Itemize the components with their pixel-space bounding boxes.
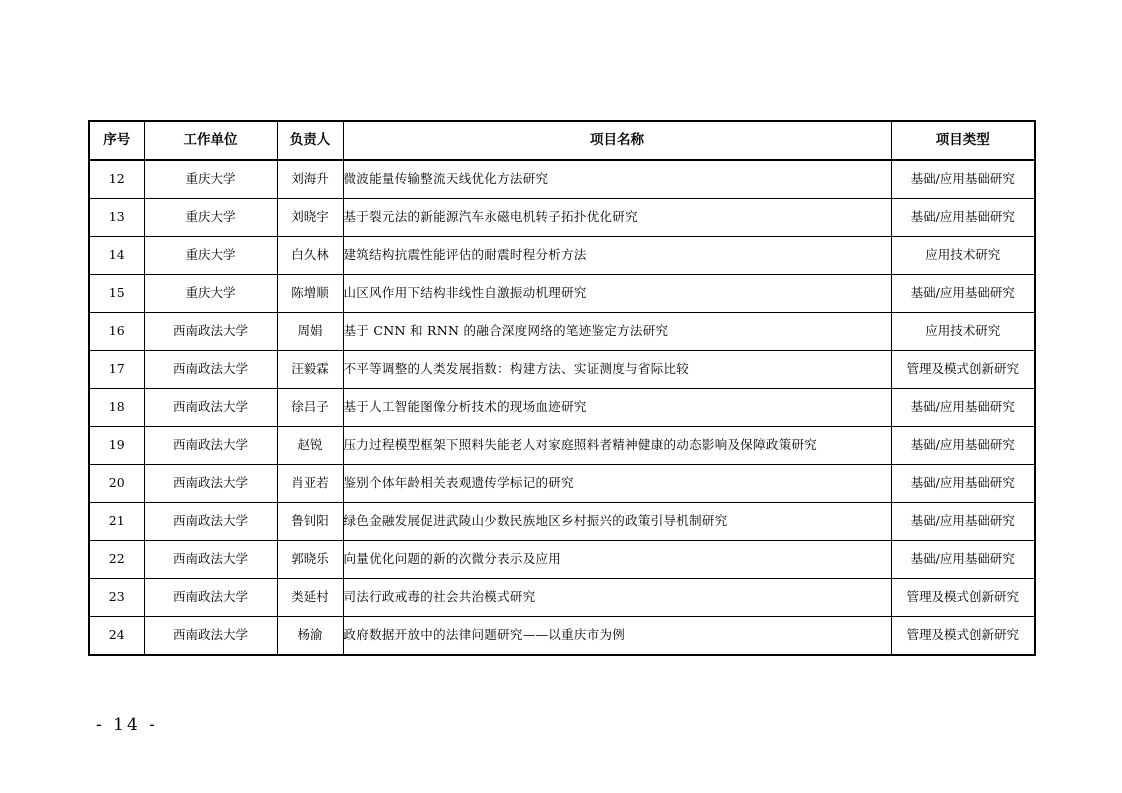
cell-project-name: 建筑结构抗震性能评估的耐震时程分析方法 bbox=[343, 237, 891, 275]
cell-project-name: 基于裂元法的新能源汽车永磁电机转子拓扑优化研究 bbox=[343, 199, 891, 237]
cell-work-unit: 重庆大学 bbox=[144, 275, 277, 313]
table-row bbox=[89, 351, 1035, 389]
cell-project-name: 不平等调整的人类发展指数：构建方法、实证测度与省际比较 bbox=[343, 351, 891, 389]
cell-principal: 郭晓乐 bbox=[277, 541, 343, 579]
cell-serial-number: 14 bbox=[89, 237, 144, 275]
cell-project-type: 应用技术研究 bbox=[891, 237, 1035, 275]
table-row bbox=[89, 465, 1035, 503]
cell-work-unit: 西南政法大学 bbox=[144, 465, 277, 503]
cell-project-name: 山区风作用下结构非线性自激振动机理研究 bbox=[343, 275, 891, 313]
cell-work-unit: 西南政法大学 bbox=[144, 427, 277, 465]
cell-principal: 徐吕子 bbox=[277, 389, 343, 427]
cell-work-unit: 重庆大学 bbox=[144, 237, 277, 275]
cell-work-unit: 重庆大学 bbox=[144, 160, 277, 199]
page-number: - 14 - bbox=[96, 715, 158, 735]
cell-project-type: 基础/应用基础研究 bbox=[891, 465, 1035, 503]
cell-project-type: 管理及模式创新研究 bbox=[891, 617, 1035, 656]
table-row bbox=[89, 617, 1035, 656]
cell-serial-number: 19 bbox=[89, 427, 144, 465]
header-project-name: 项目名称 bbox=[343, 121, 891, 160]
table-row bbox=[89, 541, 1035, 579]
cell-principal: 杨渝 bbox=[277, 617, 343, 656]
table-row bbox=[89, 237, 1035, 275]
cell-serial-number: 22 bbox=[89, 541, 144, 579]
header-serial-number: 序号 bbox=[89, 121, 144, 160]
cell-serial-number: 16 bbox=[89, 313, 144, 351]
cell-project-type: 基础/应用基础研究 bbox=[891, 541, 1035, 579]
cell-project-type: 基础/应用基础研究 bbox=[891, 503, 1035, 541]
cell-principal: 白久林 bbox=[277, 237, 343, 275]
cell-work-unit: 西南政法大学 bbox=[144, 313, 277, 351]
cell-serial-number: 15 bbox=[89, 275, 144, 313]
cell-project-name: 压力过程模型框架下照料失能老人对家庭照料者精神健康的动态影响及保障政策研究 bbox=[343, 427, 891, 465]
cell-work-unit: 西南政法大学 bbox=[144, 617, 277, 656]
cell-principal: 陈增顺 bbox=[277, 275, 343, 313]
cell-serial-number: 21 bbox=[89, 503, 144, 541]
cell-serial-number: 12 bbox=[89, 160, 144, 199]
table-row bbox=[89, 160, 1035, 199]
cell-work-unit: 西南政法大学 bbox=[144, 541, 277, 579]
cell-principal: 刘海升 bbox=[277, 160, 343, 199]
table-row bbox=[89, 427, 1035, 465]
table-row bbox=[89, 313, 1035, 351]
cell-project-type: 基础/应用基础研究 bbox=[891, 199, 1035, 237]
table-row bbox=[89, 579, 1035, 617]
cell-project-name: 鉴别个体年龄相关表观遗传学标记的研究 bbox=[343, 465, 891, 503]
cell-work-unit: 西南政法大学 bbox=[144, 389, 277, 427]
cell-project-name: 基于 CNN 和 RNN 的融合深度网络的笔迹鉴定方法研究 bbox=[343, 313, 891, 351]
cell-project-type: 基础/应用基础研究 bbox=[891, 427, 1035, 465]
cell-project-type: 管理及模式创新研究 bbox=[891, 579, 1035, 617]
cell-principal: 刘晓宇 bbox=[277, 199, 343, 237]
table-row bbox=[89, 199, 1035, 237]
cell-project-name: 绿色金融发展促进武陵山少数民族地区乡村振兴的政策引导机制研究 bbox=[343, 503, 891, 541]
cell-serial-number: 20 bbox=[89, 465, 144, 503]
cell-serial-number: 17 bbox=[89, 351, 144, 389]
cell-project-name: 微波能量传输整流天线优化方法研究 bbox=[343, 160, 891, 199]
header-work-unit: 工作单位 bbox=[144, 121, 277, 160]
cell-project-name: 政府数据开放中的法律问题研究——以重庆市为例 bbox=[343, 617, 891, 656]
header-project-type: 项目类型 bbox=[891, 121, 1035, 160]
cell-work-unit: 西南政法大学 bbox=[144, 579, 277, 617]
table-header-row bbox=[89, 121, 1035, 160]
cell-project-name: 司法行政戒毒的社会共治模式研究 bbox=[343, 579, 891, 617]
project-table bbox=[88, 120, 1036, 656]
cell-serial-number: 23 bbox=[89, 579, 144, 617]
header-principal: 负责人 bbox=[277, 121, 343, 160]
cell-project-name: 向量优化问题的新的次微分表示及应用 bbox=[343, 541, 891, 579]
cell-project-name: 基于人工智能图像分析技术的现场血迹研究 bbox=[343, 389, 891, 427]
cell-principal: 肖亚若 bbox=[277, 465, 343, 503]
cell-principal: 周娟 bbox=[277, 313, 343, 351]
cell-principal: 类延村 bbox=[277, 579, 343, 617]
cell-project-type: 基础/应用基础研究 bbox=[891, 389, 1035, 427]
cell-project-type: 基础/应用基础研究 bbox=[891, 275, 1035, 313]
table-row bbox=[89, 389, 1035, 427]
cell-principal: 鲁钊阳 bbox=[277, 503, 343, 541]
table-row bbox=[89, 275, 1035, 313]
cell-serial-number: 13 bbox=[89, 199, 144, 237]
cell-project-type: 应用技术研究 bbox=[891, 313, 1035, 351]
cell-principal: 赵锐 bbox=[277, 427, 343, 465]
cell-project-type: 基础/应用基础研究 bbox=[891, 160, 1035, 199]
table-row bbox=[89, 503, 1035, 541]
cell-serial-number: 24 bbox=[89, 617, 144, 656]
cell-work-unit: 重庆大学 bbox=[144, 199, 277, 237]
cell-work-unit: 西南政法大学 bbox=[144, 351, 277, 389]
cell-project-type: 管理及模式创新研究 bbox=[891, 351, 1035, 389]
cell-principal: 汪毅霖 bbox=[277, 351, 343, 389]
cell-work-unit: 西南政法大学 bbox=[144, 503, 277, 541]
cell-serial-number: 18 bbox=[89, 389, 144, 427]
